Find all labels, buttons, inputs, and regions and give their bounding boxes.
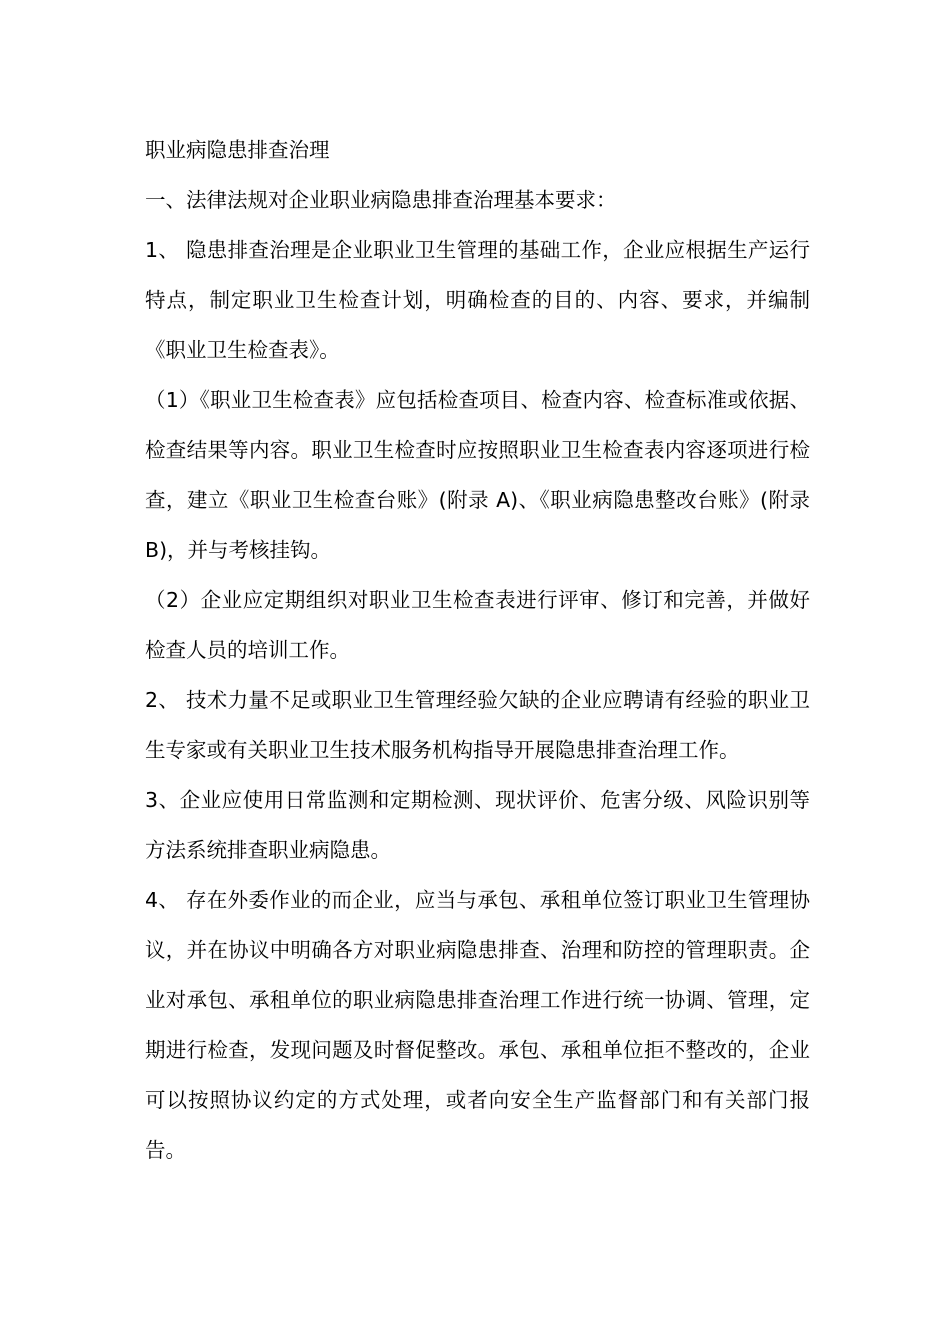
paragraph-1-2: （2）企业应定期组织对职业卫生检查表进行评审、修订和完善，并做好检查人员的培训工作。 — [145, 588, 810, 662]
document-body — [145, 125, 810, 1175]
section-heading: 一、法律法规对企业职业病隐患排查治理基本要求： — [145, 188, 617, 212]
paragraph-4: 4、 存在外委作业的而企业，应当与承包、承租单位签订职业卫生管理协议，并在协议中明确各方对职业病隐患排查、治理和防控的管理职责。企业对承包、承租单位的职业病隐患排查治理工作进行统一协调、管理，定期进行检查，发现问题及时督促整改。承包、承租单位拒不整改的，企业可以按照协议约定的方式处理，或者向安全生产监督部门和有关部门报告。 — [145, 888, 810, 1162]
paragraph-3: 3、企业应使用日常监测和定期检测、现状评价、危害分级、风险识别等方法系统排查职业病隐患。 — [145, 788, 810, 862]
paragraph-1: 1、 隐患排查治理是企业职业卫生管理的基础工作，企业应根据生产运行特点，制定职业卫生检查计划，明确检查的目的、内容、要求，并编制《职业卫生检查表》。 — [145, 238, 810, 362]
document-title: 职业病隐患排查治理 — [145, 138, 330, 162]
paragraph-1-1: （1）《职业卫生检查表》应包括检查项目、检查内容、检查标准或依据、检查结果等内容。职业卫生检查时应按照职业卫生检查表内容逐项进行检查，建立《职业卫生检查台账》(附录 A)、《职业病隐患整改台账》(附录 B)，并与考核挂钩。 — [145, 388, 810, 562]
paragraph-2: 2、 技术力量不足或职业卫生管理经验欠缺的企业应聘请有经验的职业卫生专家或有关职业卫生技术服务机构指导开展隐患排查治理工作。 — [145, 688, 810, 762]
